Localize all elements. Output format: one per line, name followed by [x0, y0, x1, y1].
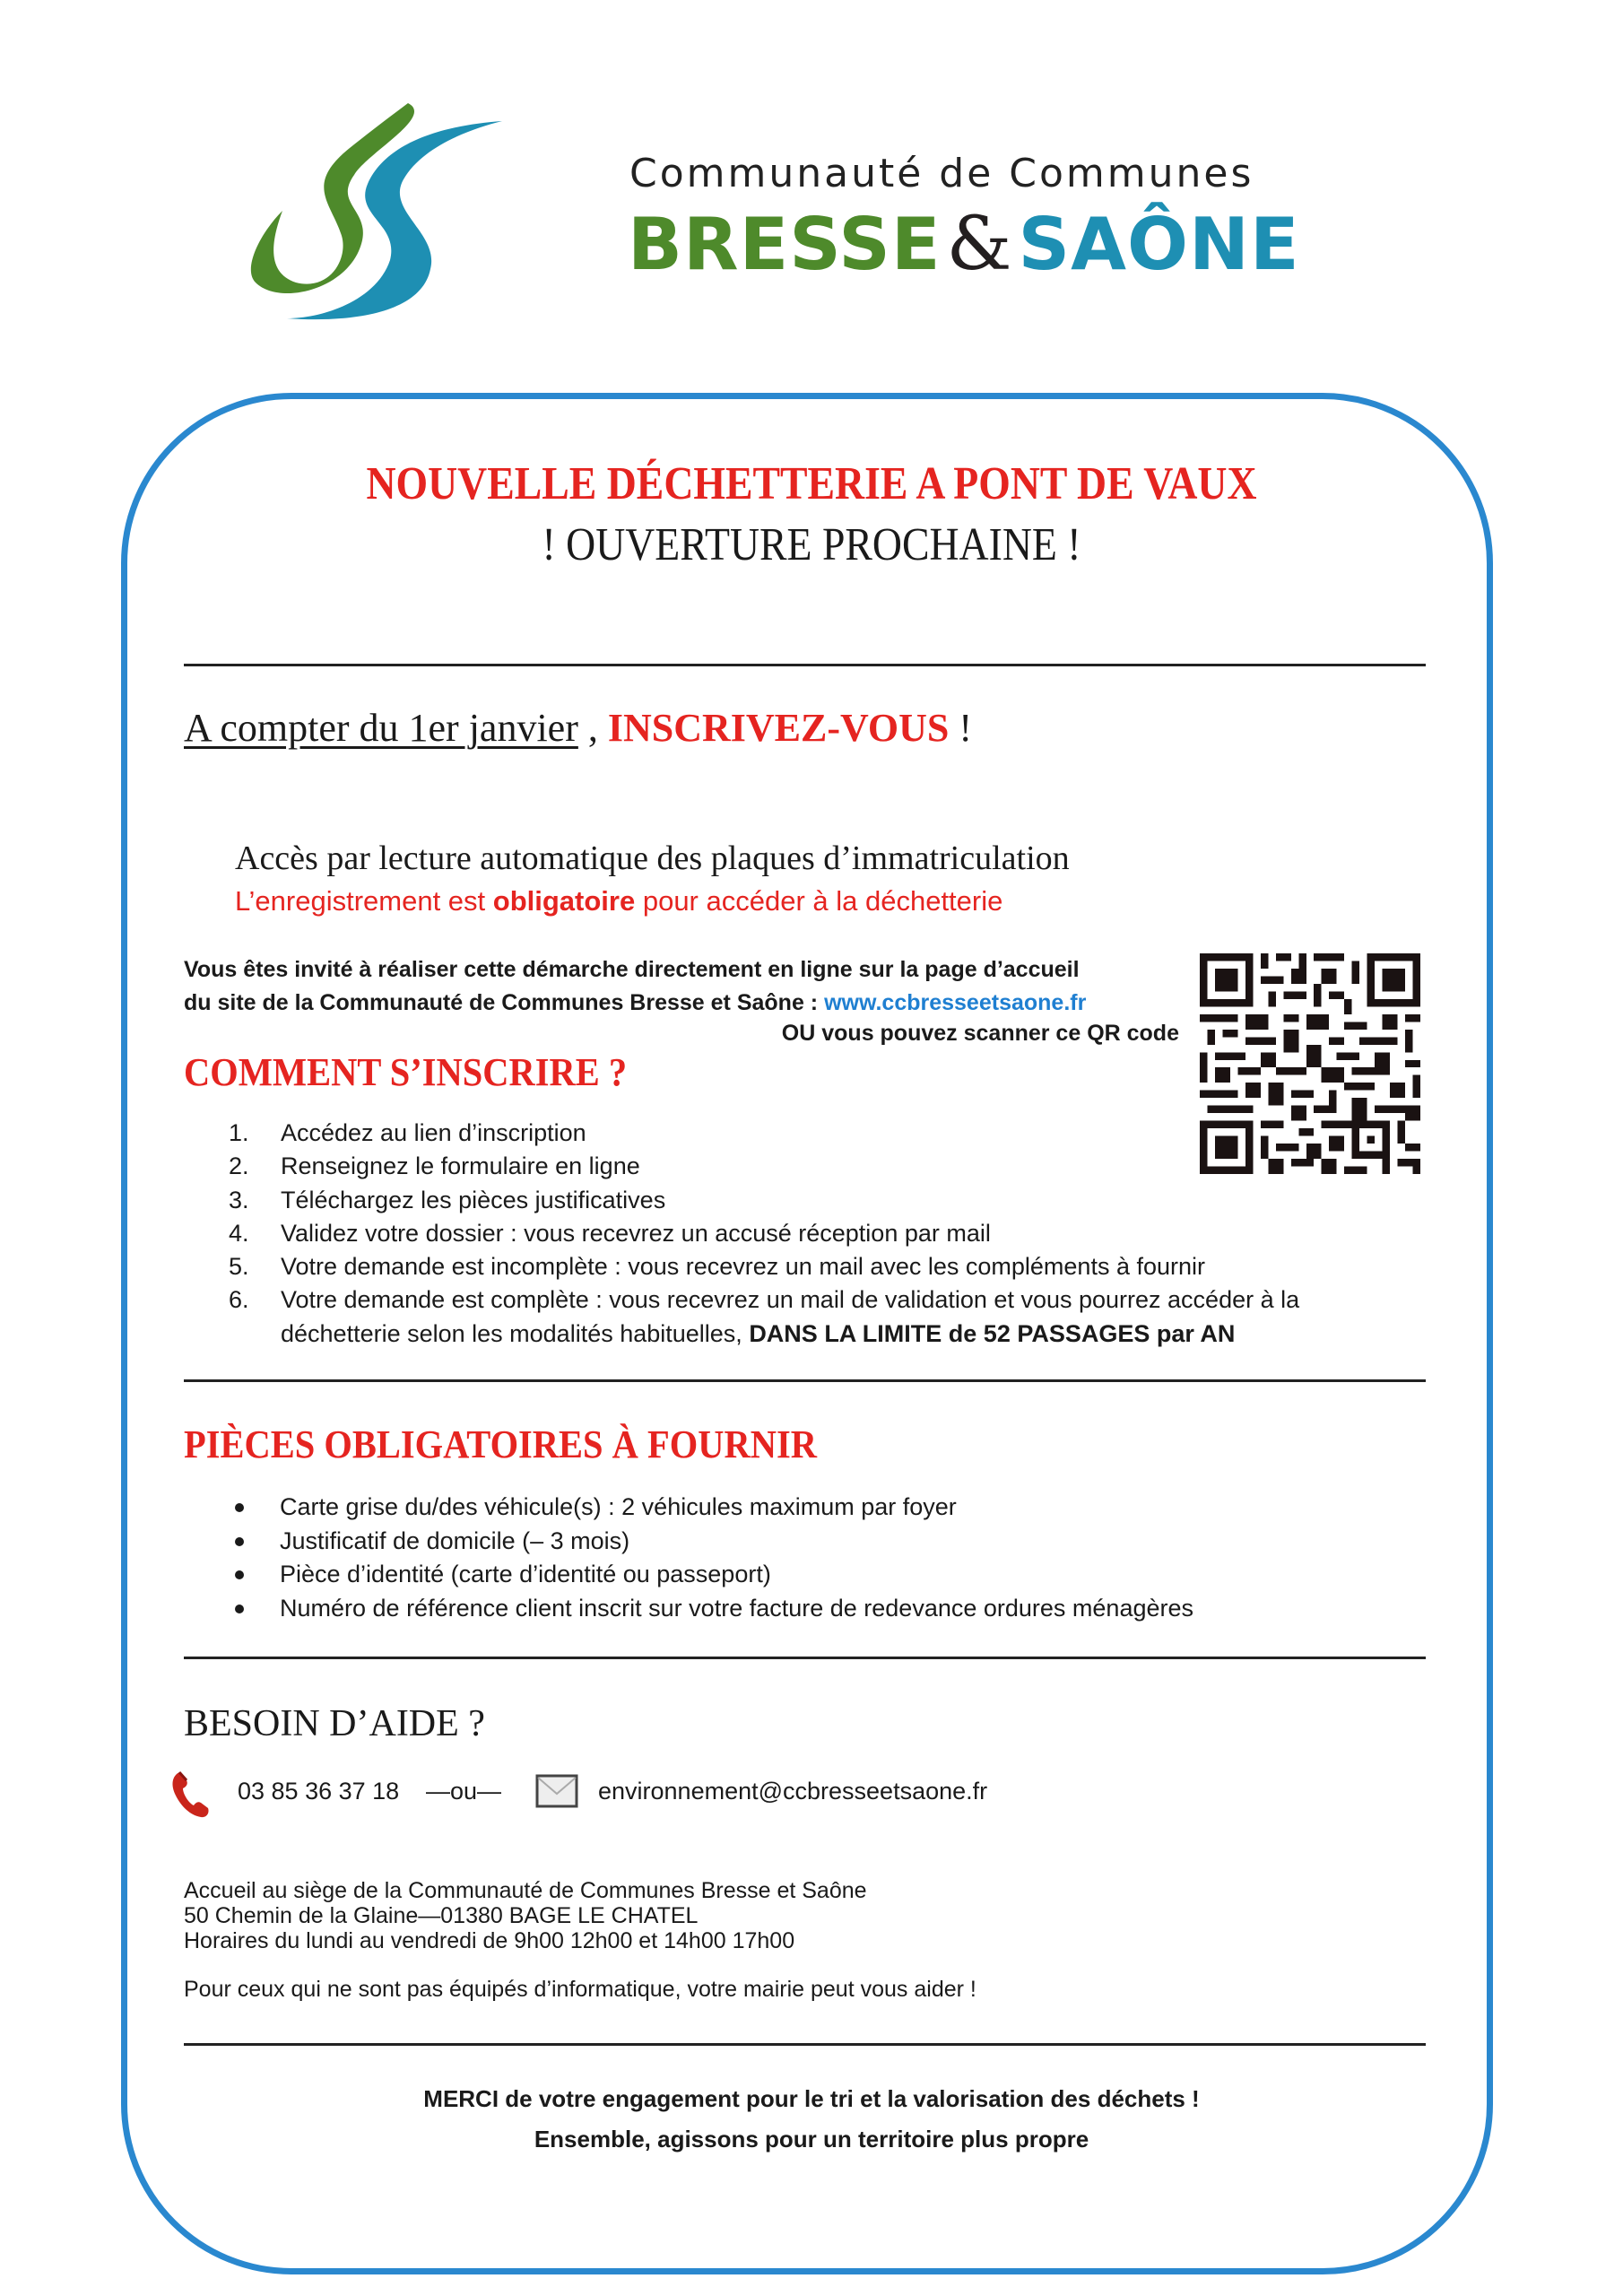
- invite-line2-text: du site de la Communauté de Communes Bresse et Saône :: [184, 990, 825, 1015]
- aide-heading: BESOIN D’AIDE ?: [184, 1703, 485, 1744]
- step-text: Téléchargez les pièces justificatives: [281, 1186, 666, 1213]
- invite-line2: [184, 987, 1086, 1020]
- step-text: Validez votre dossier : vous recevrez un accusé réception par mail: [281, 1219, 991, 1247]
- list-item: [229, 1217, 1357, 1250]
- logo-line1: Communauté de Communes: [629, 151, 1254, 196]
- step-number: 4.: [229, 1219, 249, 1247]
- logo-swoosh-icon: [242, 99, 619, 332]
- acces-line: Accès par lecture automatique des plaques d’immatriculation: [235, 839, 1070, 877]
- scan-qr-text: OU vous pouvez scanner ce QR code: [781, 1021, 1179, 1046]
- phone-number[interactable]: 03 85 36 37 18: [238, 1778, 400, 1805]
- invite-text: [184, 953, 1086, 1020]
- email-link[interactable]: environnement@ccbresseetsaone.fr: [598, 1778, 988, 1805]
- inscription-excl: !: [949, 706, 973, 750]
- address-block: [184, 1878, 867, 1953]
- page-title: NOUVELLE DÉCHETTERIE A PONT DE VAUX: [366, 458, 1257, 509]
- bullet-icon: [235, 1570, 244, 1579]
- list-item: [235, 1491, 1193, 1525]
- list-item: [229, 1283, 1357, 1351]
- step-number: 5.: [229, 1253, 249, 1281]
- comment-heading: COMMENT S’INSCRIRE ?: [184, 1050, 628, 1094]
- step-number: 2.: [229, 1152, 249, 1180]
- step-number: 1.: [229, 1119, 249, 1146]
- logo-line2: [628, 202, 1300, 287]
- piece-text: Carte grise du/des véhicule(s) : 2 véhicules maximum par foyer: [280, 1493, 957, 1520]
- pieces-heading: PIÈCES OBLIGATOIRES À FOURNIR: [184, 1422, 817, 1466]
- piece-text: Numéro de référence client inscrit sur votre facture de redevance ordures ménagères: [280, 1594, 1193, 1622]
- list-item: [235, 1558, 1193, 1592]
- pieces-list: [235, 1491, 1193, 1625]
- envelope-icon: [535, 1774, 578, 1808]
- divider: [184, 1379, 1426, 1382]
- list-item: [229, 1150, 1357, 1183]
- step-number: 3.: [229, 1186, 249, 1213]
- step-text: Votre demande est incomplète : vous recevrez un mail avec les compléments à fournir: [281, 1253, 1205, 1281]
- step-limit: DANS LA LIMITE de 52 PASSAGES par AN: [749, 1319, 1236, 1347]
- divider: [184, 2043, 1426, 2046]
- enregistrement-line: [235, 885, 1002, 918]
- list-item: [229, 1184, 1357, 1217]
- piece-text: Pièce d’identité (carte d’identité ou passeport): [280, 1561, 771, 1587]
- invite-line1: Vous êtes invité à réaliser cette démarche directement en ligne sur la page d’accueil: [184, 957, 1080, 982]
- inscription-date: A compter du 1er janvier: [184, 706, 578, 750]
- page-subtitle: ! OUVERTURE PROCHAINE !: [542, 519, 1081, 570]
- enreg-bold: obligatoire: [492, 885, 636, 917]
- list-item: [235, 1592, 1193, 1626]
- inscription-line: [184, 705, 972, 751]
- step-number: 6.: [229, 1286, 249, 1314]
- logo-communaute-bresse-saone: [242, 99, 1300, 332]
- bullet-icon: [235, 1605, 244, 1613]
- website-link[interactable]: www.ccbresseetsaone.fr: [824, 990, 1087, 1015]
- inscription-call: INSCRIVEZ-VOUS: [607, 706, 950, 750]
- mairie-note: Pour ceux qui ne sont pas équipés d’informatique, votre mairie peut vous aider !: [184, 1977, 976, 2002]
- address-line: Accueil au siège de la Communauté de Communes Bresse et Saône: [184, 1878, 867, 1903]
- divider: [184, 664, 1426, 666]
- enreg-before: L’enregistrement est: [235, 885, 493, 917]
- bullet-icon: [235, 1503, 244, 1512]
- logo-saone: SAÔNE: [1018, 203, 1300, 286]
- steps-list: [229, 1117, 1357, 1351]
- footer-merci: MERCI de votre engagement pour le tri et la valorisation des déchets !: [423, 2085, 1200, 2112]
- step-text: Accédez au lien d’inscription: [281, 1119, 586, 1146]
- divider: [184, 1657, 1426, 1659]
- enreg-after: pour accéder à la déchetterie: [635, 885, 1003, 917]
- inscription-comma: ,: [577, 706, 608, 750]
- bullet-icon: [235, 1537, 244, 1546]
- piece-text: Justificatif de domicile (– 3 mois): [280, 1526, 630, 1554]
- step-text: Votre demande est complète : vous recevrez un mail de validation et vous pourrez accéder à la déchetterie selon les modalités habituelles,: [281, 1286, 1300, 1347]
- address-line: Horaires du lundi au vendredi de 9h00 12h00 et 14h00 17h00: [184, 1928, 795, 1953]
- list-item: [229, 1117, 1357, 1150]
- phone-icon: [169, 1767, 213, 1821]
- logo-bresse: BRESSE: [628, 203, 942, 286]
- address-line: 50 Chemin de la Glaine—01380 BAGE LE CHATEL: [184, 1903, 699, 1928]
- footer-ensemble: Ensemble, agissons pour un territoire plus propre: [534, 2126, 1089, 2152]
- list-item: [235, 1525, 1193, 1559]
- list-item: [229, 1250, 1357, 1283]
- or-separator: —ou—: [426, 1778, 502, 1805]
- logo-ampersand: &: [946, 202, 1013, 287]
- step-text: Renseignez le formulaire en ligne: [281, 1152, 640, 1180]
